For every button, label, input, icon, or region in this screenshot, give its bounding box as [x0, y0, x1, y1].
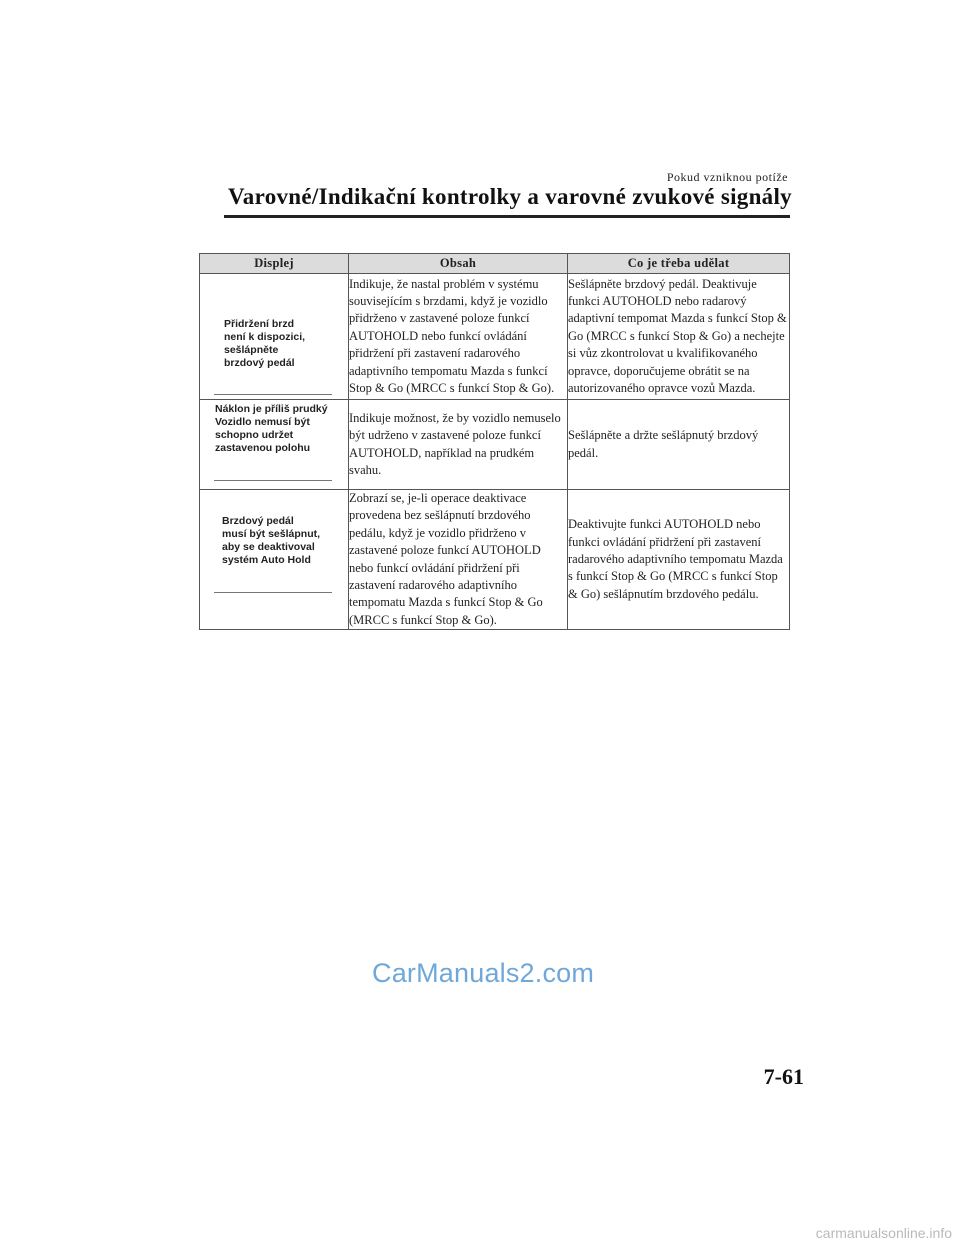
- display-cell: [200, 274, 349, 400]
- table-header-row: [200, 254, 790, 274]
- content-cell: Indikuje možnost, že by vozidlo nemuselo být udrženo v zastavené poloze funkcí AUTOHOLD, například na prudkém svahu.: [349, 400, 568, 490]
- display-cell: [200, 490, 349, 630]
- display-message: Náklon je příliš prudký Vozidlo nemusí být schopno udržet zastavenou polohu: [215, 403, 328, 454]
- page-title: Varovné/Indikační kontrolky a varovné zvukové signály: [228, 184, 792, 209]
- page-number: 7-61: [763, 1064, 804, 1089]
- section-label: Pokud vzniknou potíže: [666, 170, 788, 184]
- table-row: [200, 274, 790, 400]
- title-rule: [224, 215, 790, 218]
- action-cell: Sešlápněte brzdový pedál. Deaktivuje funkci AUTOHOLD nebo radarový adaptivní tempomat Mazda s funkcí Stop & Go (MRCC s funkcí Stop & Go) a nechejte si vůz zkontrolovat u kvalifikovaného opravce, doporučujeme obrátit se na autorizovaného opravce vozů Mazda.: [568, 274, 790, 400]
- display-divider: [214, 394, 332, 395]
- column-header-display: Displej: [200, 254, 349, 274]
- column-header-action: Co je třeba udělat: [568, 254, 790, 274]
- display-cell: [200, 400, 349, 490]
- display-message: Brzdový pedál musí být sešlápnut, aby se deaktivoval systém Auto Hold: [222, 514, 321, 566]
- footer-watermark: carmanualsonline.info: [815, 1225, 952, 1241]
- display-message: Přidržení brzd není k dispozici, sešlápněte brzdový pedál: [224, 318, 306, 369]
- warning-table: [199, 253, 790, 630]
- watermark: CarManuals2.com: [372, 958, 595, 988]
- table-row: [200, 400, 790, 490]
- action-cell: Deaktivujte funkci AUTOHOLD nebo funkci ovládání přidržení při zastavení radarového adaptivního tempomatu Mazda s funkcí Stop & Go (MRCC s funkcí Stop & Go) sešlápnutím brzdového pedálu.: [568, 490, 790, 630]
- display-divider: [214, 592, 332, 593]
- content-cell: Zobrazí se, je-li operace deaktivace provedena bez sešlápnutí brzdového pedálu, když je vozidlo přidrženo v zastavené poloze funkcí AUTOHOLD nebo funkcí ovládání přidržení při zastavení radarového adaptivního tempomatu Mazda s funkcí Stop & Go (MRCC s funkcí Stop & Go).: [349, 490, 568, 630]
- content-cell: Indikuje, že nastal problém v systému souvisejícím s brzdami, když je vozidlo přidrženo v zastavené poloze funkcí AUTOHOLD nebo funkcí ovládání přidržení při zastavení radarového adaptivního tempomatu Mazda s funkcí Stop & Go (MRCC s funkcí Stop & Go).: [349, 274, 568, 400]
- column-header-content: Obsah: [349, 254, 568, 274]
- action-cell: Sešlápněte a držte sešlápnutý brzdový pedál.: [568, 400, 790, 490]
- display-divider: [214, 480, 332, 481]
- table-row: [200, 490, 790, 630]
